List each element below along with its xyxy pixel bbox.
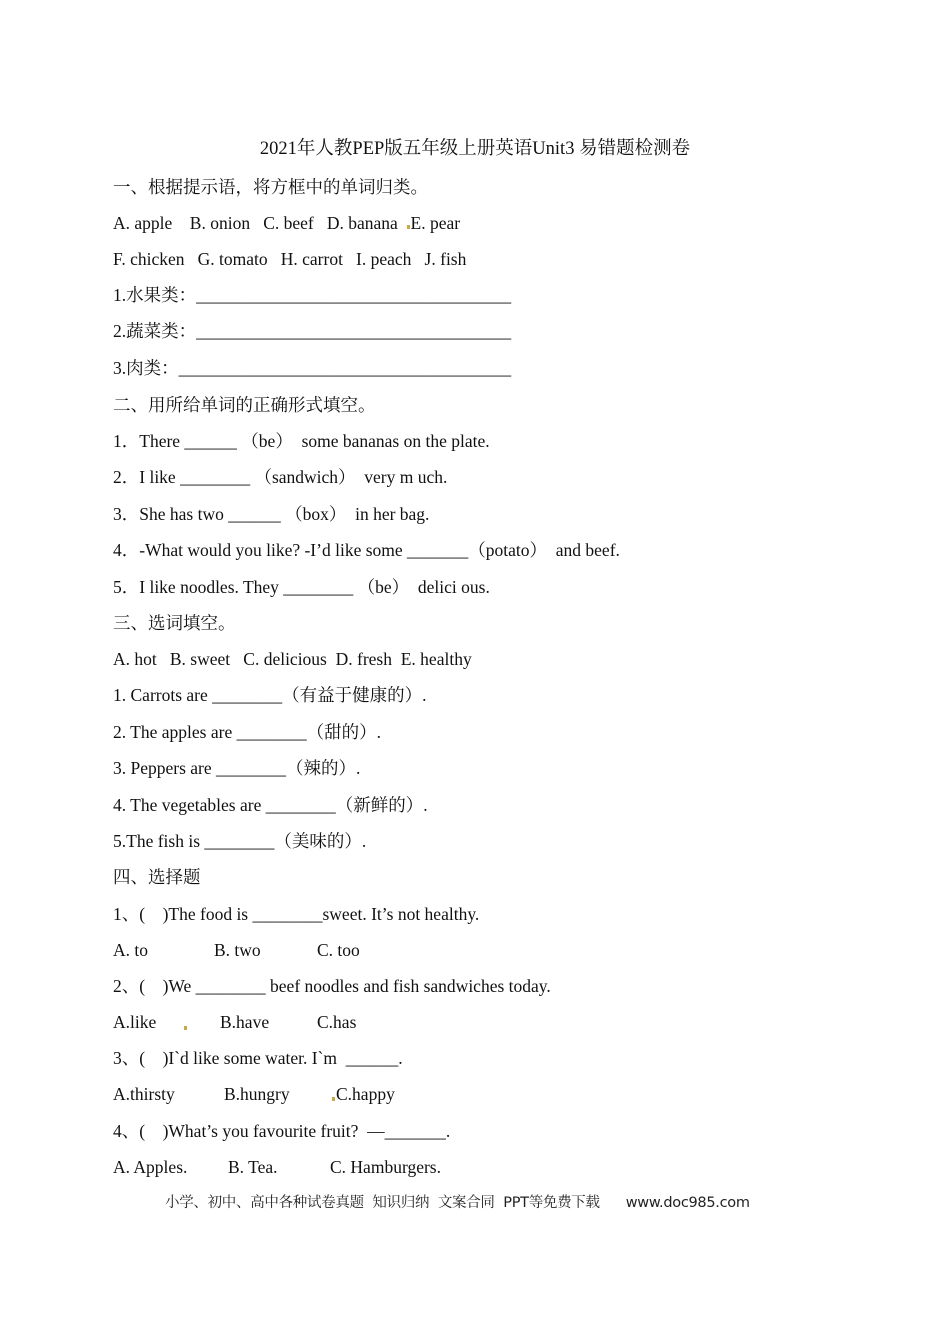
category-vegetable: 2.蔬菜类：____________________________________ bbox=[113, 321, 512, 341]
question-1-option-a: A. to bbox=[113, 940, 148, 960]
question-1-option-b: B. two bbox=[214, 940, 261, 960]
question-4-option-c: C. Hamburgers. bbox=[330, 1157, 441, 1177]
section1-heading: 一、根据提示语，将方框中的单词归类。 bbox=[113, 177, 428, 197]
section3-item-4: 4. The vegetables are ________（新鲜的）. bbox=[113, 795, 428, 815]
question-2-option-c: C.has bbox=[317, 1012, 357, 1032]
section2-item-5: 5．I like noodles. They ________ （be） delici ous. bbox=[113, 577, 490, 597]
annotation-mark bbox=[184, 1026, 187, 1030]
question-1-option-c: C. too bbox=[317, 940, 360, 960]
section4-heading: 四、选择题 bbox=[113, 867, 201, 887]
footer-text: 小学、初中、高中各种试卷真题 知识归纳 文案合同 PPT等免费下载 bbox=[165, 1195, 600, 1211]
annotation-mark bbox=[332, 1097, 335, 1101]
word-bank-row-2: F. chicken G. tomato H. carrot I. peach J. fish bbox=[113, 249, 467, 269]
section3-item-3: 3. Peppers are ________（辣的）. bbox=[113, 758, 361, 778]
section2-item-1: 1．There ______ （be） some bananas on the plate. bbox=[113, 431, 490, 451]
section3-item-2: 2. The apples are ________（甜的）. bbox=[113, 722, 381, 742]
category-fruit: 1.水果类：____________________________________ bbox=[113, 285, 512, 305]
question-1: 1、( )The food is ________sweet. It’s not healthy. bbox=[113, 904, 480, 924]
section3-item-1: 1. Carrots are ________（有益于健康的）. bbox=[113, 685, 427, 705]
document-title: 2021年人教PEP版五年级上册英语Unit3 易错题检测卷 bbox=[259, 139, 691, 159]
question-2-option-b: B.have bbox=[220, 1012, 270, 1032]
section3-heading: 三、选词填空。 bbox=[113, 613, 236, 633]
section3-item-5: 5.The fish is ________（美味的）. bbox=[113, 831, 367, 851]
question-4: 4、( )What’s you favourite fruit? —_______. bbox=[113, 1121, 451, 1141]
section2-item-2: 2．I like ________ （sandwich） very m uch. bbox=[113, 467, 448, 487]
footer-url[interactable]: www.doc985.com bbox=[625, 1195, 750, 1211]
word-bank-row-1-part-b: E. pear bbox=[410, 213, 461, 233]
question-4-option-b: B. Tea. bbox=[228, 1157, 278, 1177]
question-2: 2、( )We ________ beef noodles and fish sandwiches today. bbox=[113, 976, 551, 996]
category-meat: 3.肉类：______________________________________ bbox=[113, 358, 512, 378]
question-3-option-b: B.hungry bbox=[224, 1084, 290, 1104]
page-footer bbox=[165, 1191, 750, 1212]
question-3-option-a: A.thirsty bbox=[113, 1084, 175, 1104]
question-2-option-a: A.like bbox=[113, 1012, 157, 1032]
question-4-option-a: A. Apples. bbox=[113, 1157, 188, 1177]
question-3-option-c: C.happy bbox=[336, 1084, 395, 1104]
section3-options: A. hot B. sweet C. delicious D. fresh E. healthy bbox=[113, 649, 472, 669]
word-bank-row-1 bbox=[113, 212, 460, 234]
section2-item-4: 4．-What would you like? -I’d like some _______（potato） and beef. bbox=[113, 540, 620, 560]
annotation-mark bbox=[407, 225, 410, 229]
section2-heading: 二、用所给单词的正确形式填空。 bbox=[113, 395, 376, 415]
question-3: 3、( )I`d like some water. I`m ______. bbox=[113, 1048, 403, 1068]
word-bank-row-1-part-a: A. apple B. onion C. beef D. banana bbox=[113, 213, 407, 233]
section2-item-3: 3．She has two ______ （box） in her bag. bbox=[113, 504, 430, 524]
